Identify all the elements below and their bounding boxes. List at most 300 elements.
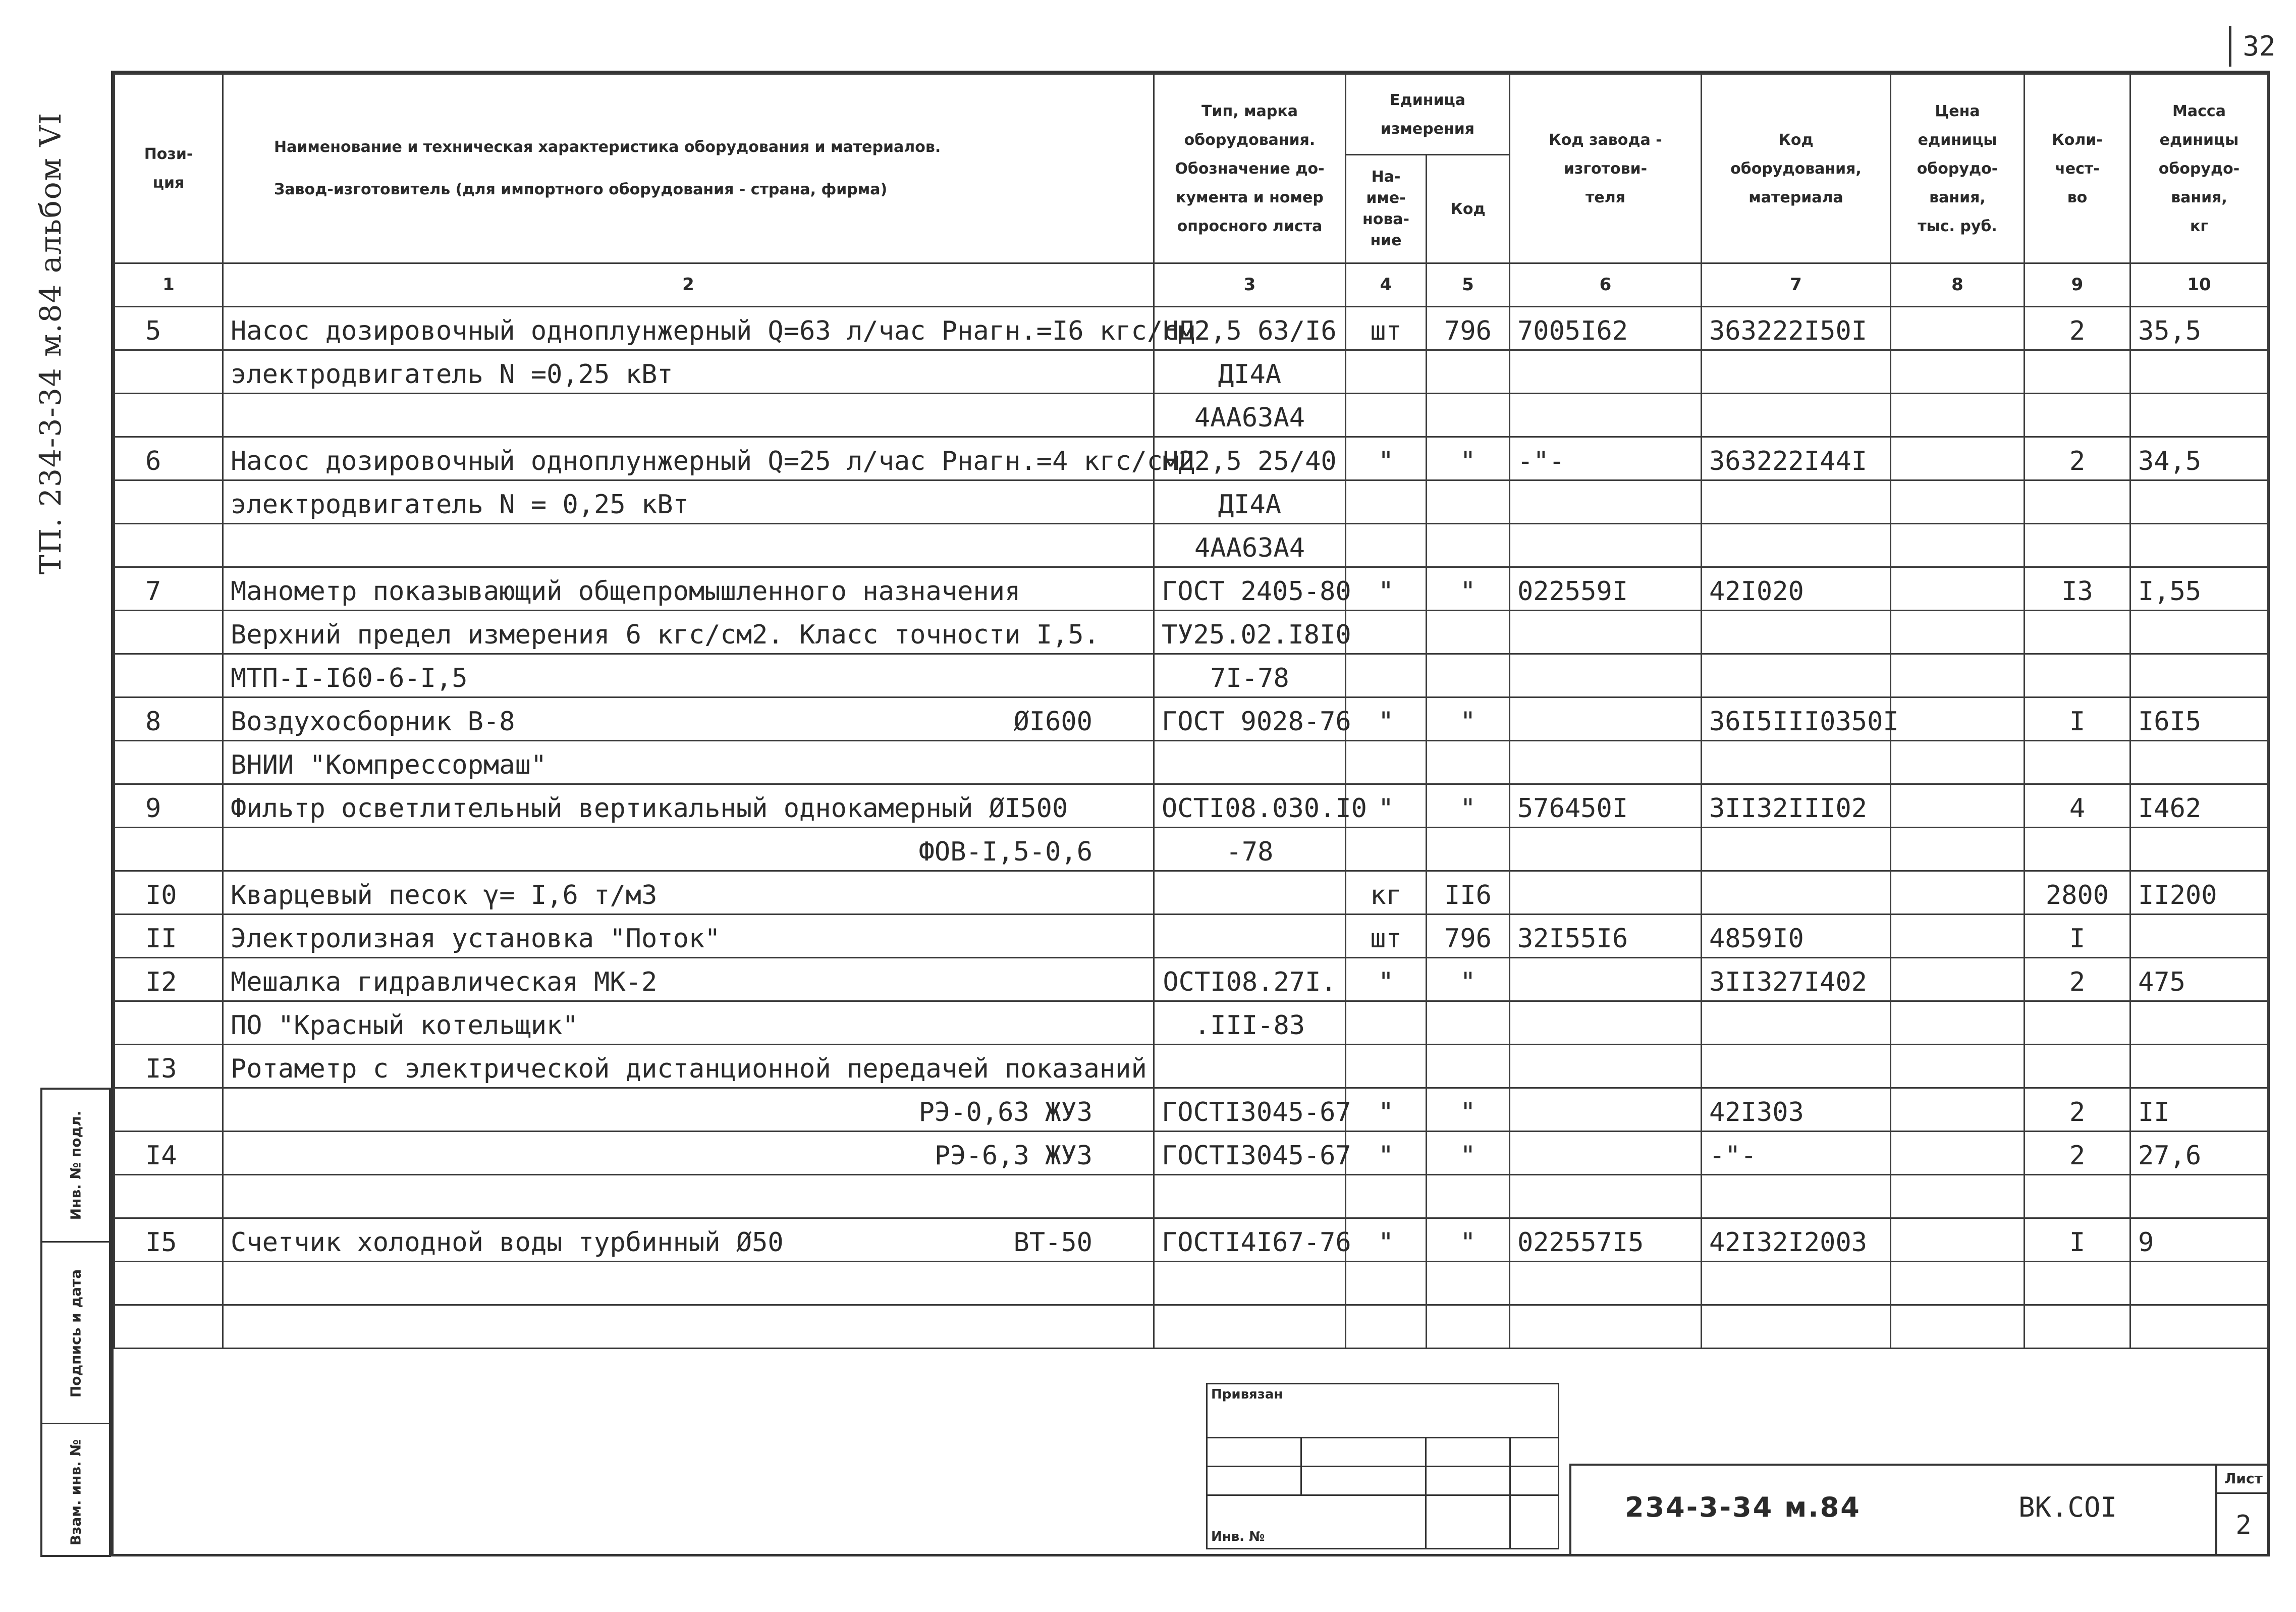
cell-mass (2130, 480, 2268, 524)
cell-price (1891, 350, 2025, 394)
document-code: 234-3-34 м.84 (1625, 1491, 1861, 1523)
cell-name (223, 654, 1154, 697)
item-name: электродвигатель N =0,25 кВт (231, 359, 673, 390)
table-row (115, 437, 2268, 480)
cell-type: .III-83 (1154, 1001, 1346, 1045)
cell-type (1154, 1175, 1346, 1218)
cell-position (115, 611, 223, 654)
cell-unit-code (1427, 828, 1510, 871)
cell-maker-code (1510, 1132, 1702, 1175)
table-row (115, 394, 2268, 437)
cell-maker-code (1510, 480, 1702, 524)
cell-equipment-code (1702, 1305, 1891, 1349)
item-name: Манометр показывающий общепромышленного назначения (231, 576, 1021, 607)
cell-name (223, 915, 1154, 958)
cell-name (223, 741, 1154, 784)
cell-price (1891, 871, 2025, 915)
cell-mass (2130, 1001, 2268, 1045)
item-name: МТП-I-I60-6-I,5 (231, 663, 468, 693)
cell-name (223, 524, 1154, 567)
cell-unit-code: " (1427, 567, 1510, 611)
cell-quantity (2025, 1175, 2130, 1218)
cell-position (115, 1088, 223, 1132)
cell-name (223, 1088, 1154, 1132)
cell-type: НД2,5 63/I6 (1154, 307, 1346, 350)
cell-mass: 475 (2130, 958, 2268, 1001)
header-equip-code: Код оборудования, материала (1702, 74, 1891, 263)
cell-type (1154, 871, 1346, 915)
cell-unit-code: " (1427, 697, 1510, 741)
cell-equipment-code (1702, 394, 1891, 437)
stamp-privyazan-label: Привязан (1211, 1387, 1283, 1402)
cell-type: НД2,5 25/40 (1154, 437, 1346, 480)
item-model: РЭ-6,3 ЖУЗ (934, 1141, 1092, 1171)
cell-mass (2130, 654, 2268, 697)
cell-unit-code: " (1427, 437, 1510, 480)
cell-price (1891, 958, 2025, 1001)
cell-equipment-code: 42I020 (1702, 567, 1891, 611)
header-price: Цена единицы оборудо- вания, тыс. руб. (1891, 74, 2025, 263)
cell-unit (1346, 654, 1427, 697)
header-unit-name: На- име- нова- ние (1346, 155, 1427, 263)
cell-mass (2130, 915, 2268, 958)
cell-quantity: 2800 (2025, 871, 2130, 915)
cell-equipment-code (1702, 1045, 1891, 1088)
cell-unit-code: II6 (1427, 871, 1510, 915)
cell-unit (1346, 1045, 1427, 1088)
cell-unit-code: 796 (1427, 915, 1510, 958)
cell-maker-code (1510, 394, 1702, 437)
table-row (115, 480, 2268, 524)
cell-maker-code (1510, 611, 1702, 654)
left-stamp-strip (40, 1088, 111, 1557)
cell-quantity: 4 (2025, 784, 2130, 828)
cell-unit-code (1427, 1305, 1510, 1349)
cell-type (1154, 1045, 1346, 1088)
cell-quantity (2025, 1045, 2130, 1088)
cell-quantity: 2 (2025, 1132, 2130, 1175)
stamp-cell (1300, 1437, 1427, 1467)
cell-position (115, 394, 223, 437)
stamp-cell (1425, 1437, 1511, 1467)
table-row (115, 654, 2268, 697)
cell-price (1891, 1305, 2025, 1349)
cell-position (115, 741, 223, 784)
cell-mass: 27,6 (2130, 1132, 2268, 1175)
cell-mass (2130, 828, 2268, 871)
cell-maker-code: 576450I (1510, 784, 1702, 828)
cell-maker-code (1510, 1001, 1702, 1045)
cell-price (1891, 697, 2025, 741)
table-row (115, 1218, 2268, 1262)
cell-unit-code (1427, 524, 1510, 567)
table-row (115, 697, 2268, 741)
stamp-cell (1300, 1466, 1427, 1496)
cell-type: ТУ25.02.I8I0 (1154, 611, 1346, 654)
item-model: ØI600 (1013, 707, 1092, 737)
cell-price (1891, 784, 2025, 828)
cell-type: -78 (1154, 828, 1346, 871)
header-unit: Единица измерения (1346, 74, 1510, 155)
item-name: Мешалка гидравлическая МК-2 (231, 967, 658, 997)
header-qty: Коли- чест- во (2025, 74, 2130, 263)
table-row (115, 741, 2268, 784)
cell-quantity (2025, 1001, 2130, 1045)
item-name: Ротаметр с электрической дистанционной передачей показаний (231, 1054, 1147, 1084)
cell-name (223, 480, 1154, 524)
table-row (115, 524, 2268, 567)
cell-equipment-code: 36I5III0350I (1702, 697, 1891, 741)
cell-quantity (2025, 741, 2130, 784)
item-name: Кварцевый песок γ= I,6 т/м3 (231, 880, 658, 910)
cell-maker-code (1510, 741, 1702, 784)
cell-unit (1346, 611, 1427, 654)
cell-price (1891, 828, 2025, 871)
cell-type: 7I-78 (1154, 654, 1346, 697)
cell-price (1891, 1132, 2025, 1175)
col-number: 9 (2025, 263, 2130, 307)
cell-position (115, 1262, 223, 1305)
cell-mass (2130, 741, 2268, 784)
cell-price (1891, 480, 2025, 524)
sheet-code: ВК.СОI (2018, 1491, 2117, 1523)
cell-unit: " (1346, 958, 1427, 1001)
cell-type (1154, 1305, 1346, 1349)
cell-unit (1346, 1175, 1427, 1218)
stamp-cell (1509, 1466, 1559, 1496)
cell-name (223, 307, 1211, 350)
item-model: РЭ-0,63 ЖУЗ (918, 1097, 1092, 1127)
cell-position: I3 (115, 1045, 223, 1088)
cell-unit-code: " (1427, 1088, 1510, 1132)
cell-unit: " (1346, 1088, 1427, 1132)
table-row (115, 1088, 2268, 1132)
col-number: 8 (1891, 263, 2025, 307)
cell-position: 9 (115, 784, 223, 828)
cell-price (1891, 394, 2025, 437)
cell-quantity: 2 (2025, 307, 2130, 350)
item-model: ВТ-50 (1013, 1227, 1092, 1258)
cell-unit (1346, 1262, 1427, 1305)
table-row (115, 1262, 2268, 1305)
cell-equipment-code (1702, 350, 1891, 394)
cell-maker-code (1510, 524, 1702, 567)
cell-name (223, 1175, 1154, 1218)
cell-position: 5 (115, 307, 223, 350)
cell-type: ДI4А (1154, 480, 1346, 524)
cell-unit-code (1427, 741, 1510, 784)
cell-maker-code (1510, 1262, 1702, 1305)
stamp-cell (1425, 1494, 1511, 1549)
cell-unit-code (1427, 611, 1510, 654)
cell-equipment-code (1702, 1262, 1891, 1305)
cell-price (1891, 654, 2025, 697)
cell-unit-code (1427, 350, 1510, 394)
cell-type (1154, 915, 1346, 958)
cell-maker-code (1510, 697, 1702, 741)
cell-name (223, 1305, 1154, 1349)
cell-position (115, 524, 223, 567)
cell-unit-code (1427, 480, 1510, 524)
cell-position (115, 1305, 223, 1349)
sheet-list-value: 2 (2235, 1510, 2252, 1540)
cell-quantity: I3 (2025, 567, 2130, 611)
cell-unit-code (1427, 1262, 1510, 1305)
cell-type: 4АА63А4 (1154, 524, 1346, 567)
cell-type: 4АА63А4 (1154, 394, 1346, 437)
sheet-list-label: Лист (2217, 1464, 2270, 1494)
cell-maker-code: 7005I62 (1510, 307, 1702, 350)
item-name: Электролизная установка "Поток" (231, 924, 721, 954)
cell-position: 7 (115, 567, 223, 611)
cell-mass (2130, 611, 2268, 654)
strip-label: Взам. инв. № (67, 1439, 84, 1546)
stamp-cell (1425, 1466, 1511, 1496)
cell-mass (2130, 394, 2268, 437)
cell-price (1891, 741, 2025, 784)
item-name: Фильтр осветлительный вертикальный однокамерный ØI500 (231, 793, 1068, 824)
binding-stamp (1206, 1383, 1569, 1549)
cell-quantity (2025, 611, 2130, 654)
cell-maker-code (1510, 958, 1702, 1001)
cell-quantity (2025, 1262, 2130, 1305)
table-row (115, 871, 2268, 915)
cell-equipment-code: 42I32I2003 (1702, 1218, 1891, 1262)
cell-mass (2130, 1262, 2268, 1305)
item-name: Верхний предел измерения 6 кгс/см2. Класс точности I,5. (231, 620, 1100, 650)
col-number: 4 (1346, 263, 1427, 307)
cell-name (223, 1045, 1154, 1088)
cell-mass: 35,5 (2130, 307, 2268, 350)
header-maker-code: Код завода - изготови- теля (1510, 74, 1702, 263)
cell-price (1891, 1218, 2025, 1262)
table-row (115, 1045, 2268, 1088)
cell-unit: " (1346, 697, 1427, 741)
cell-name (223, 697, 1154, 741)
strip-label: Подпись и дата (67, 1269, 84, 1398)
cell-equipment-code: -"- (1702, 1132, 1891, 1175)
strip-cell-signature (42, 1241, 109, 1424)
cell-unit (1346, 394, 1427, 437)
cell-position (115, 828, 223, 871)
stamp-cell (1509, 1494, 1559, 1549)
cell-unit-code: " (1427, 1218, 1510, 1262)
table-row (115, 1175, 2268, 1218)
header-name: Наименование и техническая характеристика оборудования и материалов. Завод-изготовитель (для импортного оборудования - страна, фирма) (223, 74, 1154, 263)
cell-maker-code (1510, 1175, 1702, 1218)
cell-mass (2130, 524, 2268, 567)
cell-position: I5 (115, 1218, 223, 1262)
cell-price (1891, 1088, 2025, 1132)
cell-maker-code: 022557I5 (1510, 1218, 1702, 1262)
cell-maker-code: 022559I (1510, 567, 1702, 611)
cell-name (223, 1132, 1154, 1175)
cell-quantity (2025, 524, 2130, 567)
cell-unit (1346, 1305, 1427, 1349)
cell-maker-code (1510, 1045, 1702, 1088)
cell-equipment-code: 42I303 (1702, 1088, 1891, 1132)
cell-unit: " (1346, 437, 1427, 480)
cell-position: I4 (115, 1132, 223, 1175)
cell-mass: 9 (2130, 1218, 2268, 1262)
cell-type: ГОСТI3045-67 (1154, 1132, 1346, 1175)
cell-price (1891, 1262, 2025, 1305)
cell-unit-code (1427, 394, 1510, 437)
cell-maker-code (1510, 654, 1702, 697)
col-number: 5 (1427, 263, 1510, 307)
cell-name (223, 784, 1154, 828)
cell-position: II (115, 915, 223, 958)
cell-unit: " (1346, 1218, 1427, 1262)
cell-unit-code (1427, 1175, 1510, 1218)
cell-equipment-code (1702, 871, 1891, 915)
cell-quantity: 2 (2025, 437, 2130, 480)
cell-quantity: I (2025, 915, 2130, 958)
cell-type: ГОСТ 9028-76 (1154, 697, 1346, 741)
cell-unit-code: " (1427, 784, 1510, 828)
cell-mass: II200 (2130, 871, 2268, 915)
cell-maker-code: 32I55I6 (1510, 915, 1702, 958)
cell-name (223, 871, 1154, 915)
cell-quantity: 2 (2025, 1088, 2130, 1132)
cell-position: 8 (115, 697, 223, 741)
table-row (115, 915, 2268, 958)
cell-name (223, 1218, 1154, 1262)
cell-mass (2130, 1045, 2268, 1088)
cell-type (1154, 741, 1346, 784)
cell-equipment-code (1702, 1001, 1891, 1045)
cell-maker-code (1510, 871, 1702, 915)
cell-unit (1346, 828, 1427, 871)
cell-unit: " (1346, 784, 1427, 828)
cell-equipment-code: 4859I0 (1702, 915, 1891, 958)
col-number: 1 (115, 263, 223, 307)
cell-type: ГОСТ 2405-80 (1154, 567, 1346, 611)
col-number: 10 (2130, 263, 2268, 307)
item-name: ПО "Красный котельщик" (231, 1010, 578, 1041)
cell-position (115, 350, 223, 394)
cell-price (1891, 1175, 2025, 1218)
header-type: Тип, марка оборудования. Обозначение до- кумента и номер опросного листа (1154, 74, 1346, 263)
col-number: 3 (1154, 263, 1346, 307)
cell-unit (1346, 480, 1427, 524)
cell-quantity: 2 (2025, 958, 2130, 1001)
cell-position: I2 (115, 958, 223, 1001)
table-row (115, 567, 2268, 611)
col-number: 6 (1510, 263, 1702, 307)
cell-unit: кг (1346, 871, 1427, 915)
cell-mass: I462 (2130, 784, 2268, 828)
cell-price (1891, 1001, 2025, 1045)
cell-mass: I6I5 (2130, 697, 2268, 741)
specification-body (115, 307, 2268, 1349)
cell-equipment-code: 363222I44I (1702, 437, 1891, 480)
cell-type: ГОСТI3045-67 (1154, 1088, 1346, 1132)
table-row (115, 611, 2268, 654)
cell-type: ОСТI08.27I. (1154, 958, 1346, 1001)
cell-equipment-code (1702, 741, 1891, 784)
cell-maker-code: -"- (1510, 437, 1702, 480)
col-number: 7 (1702, 263, 1891, 307)
cell-equipment-code (1702, 828, 1891, 871)
cell-unit (1346, 524, 1427, 567)
item-name: Насос дозировочный одноплунжерный Q=25 л/час Рнагн.=4 кгс/см2 (231, 446, 1194, 476)
table-row (115, 1305, 2268, 1349)
cell-mass (2130, 1305, 2268, 1349)
cell-equipment-code: 363222I50I (1702, 307, 1891, 350)
cell-type: ГОСТI4I67-76 (1154, 1218, 1346, 1262)
cell-position (115, 654, 223, 697)
item-name: Насос дозировочный одноплунжерный Q=63 л/час Рнагн.=I6 кгс/см2 (231, 316, 1211, 346)
cell-unit: шт (1346, 307, 1427, 350)
cell-maker-code (1510, 350, 1702, 394)
cell-unit-code: " (1427, 1132, 1510, 1175)
stamp-cell (1206, 1437, 1302, 1467)
cell-price (1891, 915, 2025, 958)
cell-price (1891, 1045, 2025, 1088)
cell-unit-code (1427, 1045, 1510, 1088)
cell-maker-code (1510, 828, 1702, 871)
strip-cell-inv-podl (42, 1090, 109, 1241)
sheet-number: 32 (2229, 26, 2287, 67)
item-name: Воздухосборник В-8 (231, 707, 515, 737)
cell-unit-code (1427, 1001, 1510, 1045)
cell-mass: 34,5 (2130, 437, 2268, 480)
cell-name (223, 1001, 1154, 1045)
cell-unit: " (1346, 567, 1427, 611)
cell-position (115, 1001, 223, 1045)
cell-name (223, 350, 1154, 394)
cell-equipment-code: 3II327I402 (1702, 958, 1891, 1001)
cell-price (1891, 524, 2025, 567)
strip-cell-vzam-inv (42, 1423, 109, 1561)
cell-name (223, 1262, 1154, 1305)
cell-name (223, 567, 1154, 611)
header-pos: Пози- ция (115, 74, 223, 263)
stamp-cell (1509, 1437, 1559, 1467)
cell-quantity (2025, 1305, 2130, 1349)
cell-price (1891, 567, 2025, 611)
stamp-cell (1206, 1466, 1302, 1496)
cell-unit-code (1427, 654, 1510, 697)
cell-price (1891, 307, 2025, 350)
col-number: 2 (223, 263, 1154, 307)
specification-table (114, 73, 2269, 1349)
sheet-list-box (2215, 1464, 2270, 1556)
cell-equipment-code (1702, 611, 1891, 654)
cell-quantity (2025, 350, 2130, 394)
cell-type: ДI4А (1154, 350, 1346, 394)
header-unit-code: Код (1427, 155, 1510, 263)
cell-quantity (2025, 480, 2130, 524)
side-title (25, 91, 76, 596)
cell-unit (1346, 741, 1427, 784)
cell-position: I0 (115, 871, 223, 915)
cell-unit-code: " (1427, 958, 1510, 1001)
side-title-text: ТП. 234-3-34 м.84 альбом VI (33, 112, 68, 575)
table-row (115, 828, 2268, 871)
cell-unit: " (1346, 1132, 1427, 1175)
header-mass: Масса единицы оборудо- вания, кг (2130, 74, 2268, 263)
cell-mass (2130, 1175, 2268, 1218)
table-row (115, 307, 2268, 350)
item-name: ВНИИ "Компрессормаш" (231, 750, 547, 780)
cell-name (223, 437, 1194, 480)
cell-quantity: I (2025, 1218, 2130, 1262)
cell-equipment-code (1702, 524, 1891, 567)
cell-name (223, 394, 1154, 437)
table-row (115, 1132, 2268, 1175)
